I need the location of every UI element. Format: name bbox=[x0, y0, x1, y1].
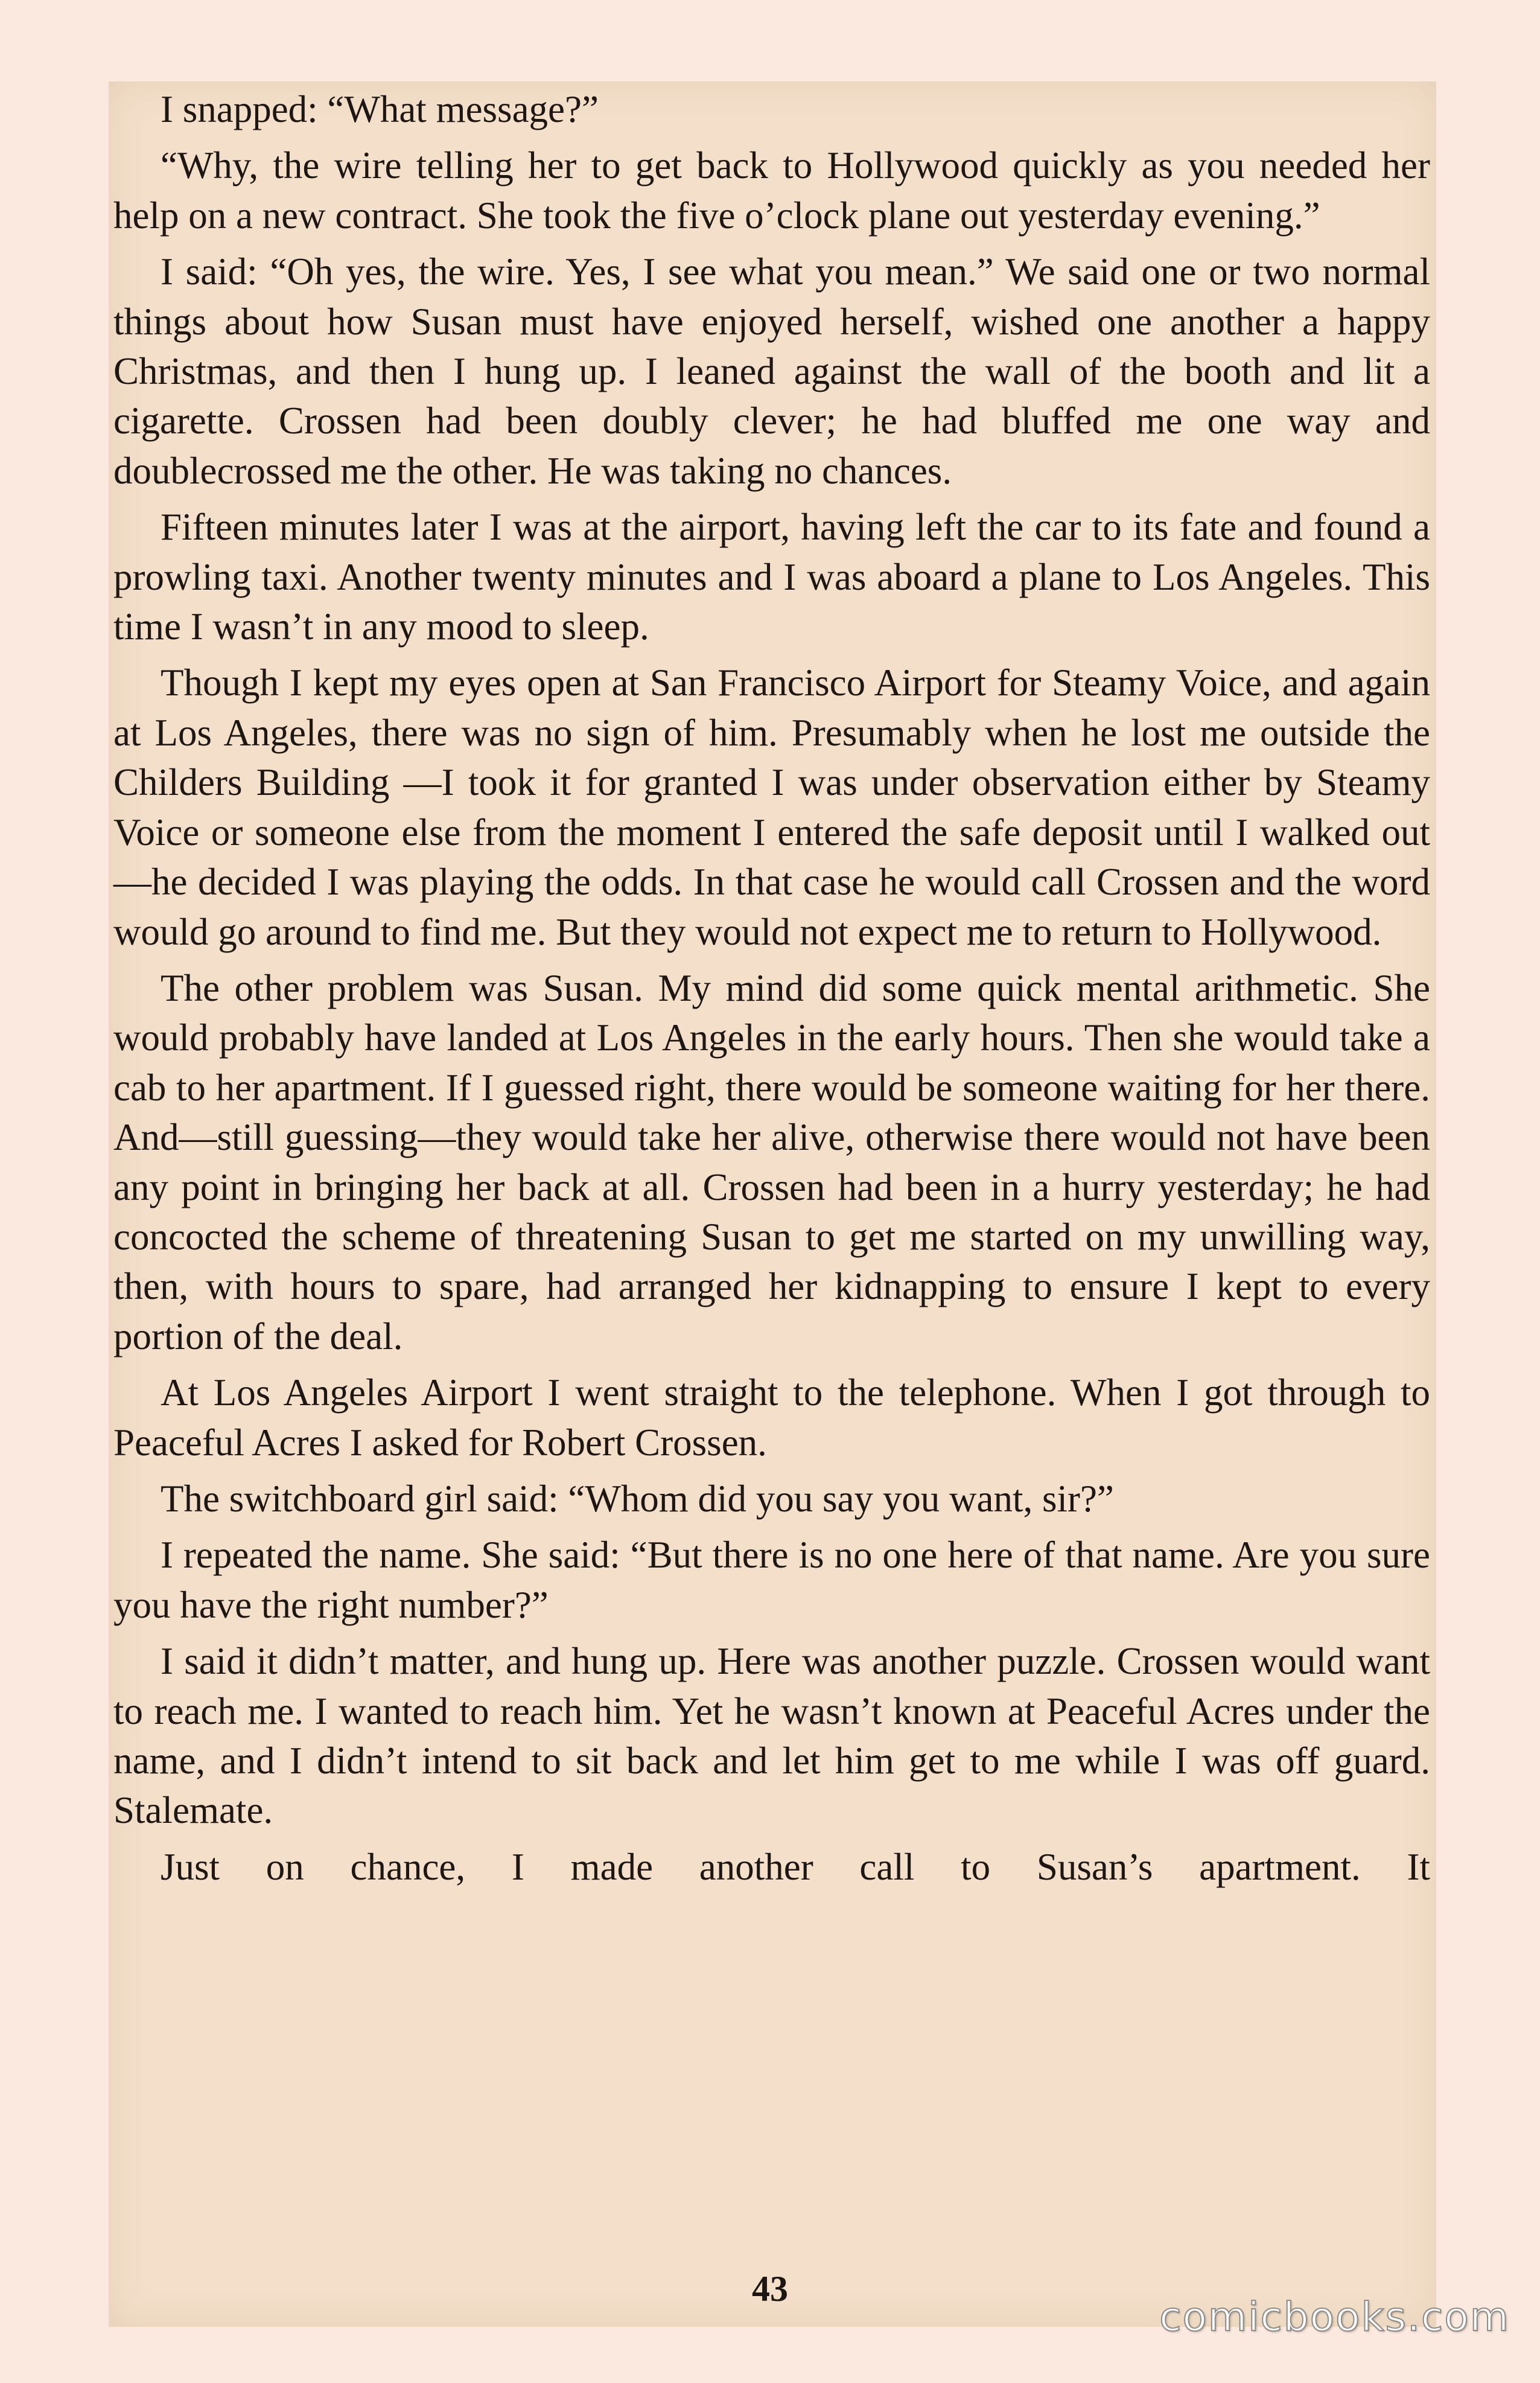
paragraph: “Why, the wire telling her to get back to Hollywood quickly as you needed her help on a new contract. She took the five o’clock plane out yesterday evening.” bbox=[113, 144, 1430, 237]
page-number: 43 bbox=[752, 2269, 788, 2309]
paragraph-continued: Just on chance, I made another call to Susan’s apartment. It bbox=[161, 1845, 1430, 1888]
paragraph: Though I kept my eyes open at San Francisco Airport for Steamy Voice, and again at Los Angeles, there was no sign of him. Presumably when he lost me outside the Childers Building —I took it for granted I was under observation either by Steamy Voice or someone else from the moment I entered the safe deposit until I walked out—he decided I was playing the odds. In that case he would call Crossen and the word would go around to find me. But they would not expect me to return to Hollywood. bbox=[113, 662, 1430, 953]
paragraph: The other problem was Susan. My mind did some quick mental arithmetic. She would probably have landed at Los Angeles in the early hours. Then she would take a cab to her apartment. If I guessed right, there would be someone waiting for her there. And—still guessing—they would take her alive, otherwise there would not have been any point in bringing her back at all. Crossen had been in a hurry yesterday; he had concocted the scheme of threatening Susan to get me started on my unwilling way, then, with hours to spare, had arranged her kidnapping to ensure I kept to every portion of the deal. bbox=[113, 966, 1430, 1357]
paragraph: I said: “Oh yes, the wire. Yes, I see what you mean.” We said one or two normal things about how Susan must have enjoyed herself, wished one another a happy Christmas, and then I hung up. I leaned against the wall of the booth and lit a cigarette. Crossen had been doubly clever; he had bluffed me one way and doublecrossed me the other. He was taking no chances. bbox=[113, 250, 1430, 492]
paragraph: Fifteen minutes later I was at the airport, having left the car to its fate and found a prowling taxi. Another twenty minutes and I was aboard a plane to Los Angeles. This time I wasn’t in any mood to sleep. bbox=[113, 506, 1430, 648]
paragraph: The switchboard girl said: “Whom did you say you want, sir?” bbox=[161, 1477, 1114, 1520]
paragraph: At Los Angeles Airport I went straight to the telephone. When I got through to Peaceful Acres I asked for Robert Crossen. bbox=[113, 1371, 1430, 1464]
paragraph: I repeated the name. She said: “But there is no one here of that name. Are you sure you have the right number?” bbox=[113, 1534, 1430, 1626]
paragraph: I said it didn’t matter, and hung up. Here was another puzzle. Crossen would want to reach me. I wanted to reach him. Yet he wasn’t known at Peaceful Acres under the name, and I didn’t intend to sit back and let him get to me while I was off guard. Stalemate. bbox=[113, 1640, 1430, 1832]
paragraph: I snapped: “What message?” bbox=[161, 88, 599, 130]
watermark: comicbooks.com bbox=[1159, 2294, 1510, 2340]
body-text bbox=[113, 85, 1430, 1898]
